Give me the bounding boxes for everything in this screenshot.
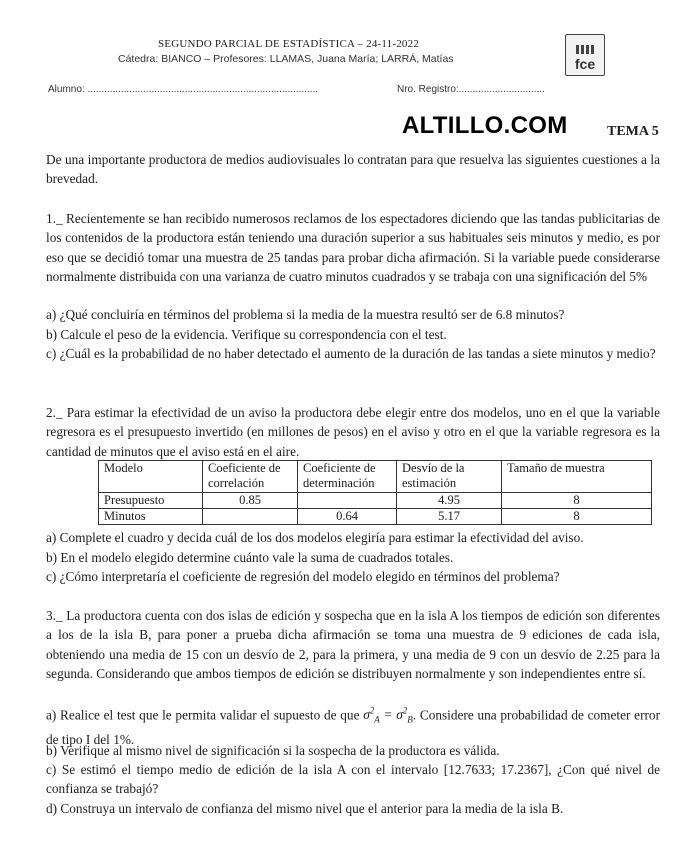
student-name-field: Alumno: ................................................................................... xyxy=(48,84,319,95)
faculty-logo xyxy=(565,34,605,76)
q3-item-a-text: a) Realice el test que le permita validar el supuesto de que xyxy=(46,707,360,723)
q1-item-a: a) ¿Qué concluiría en términos del problema si la media de la muestra resultó ser de 6.8 minutos? xyxy=(46,307,565,322)
table-header-cell: Tamaño de muestra xyxy=(502,461,652,493)
table-cell: 0.64 xyxy=(298,509,397,525)
q3-statement: 3._ La productora cuenta con dos islas de edición y sospecha que en la isla A los tiempos de edición son diferentes a los de la isla B, para poner a prueba dicha afirmación se toma una muestra de 9 ediciones de cada isla, obteniendo una media de 15 con un desvío de 2, para la primera, y una media de 9 con un desvío de 2.25 para la segunda. Considerando que ambos tiempos de edición se distribuyen normalmente y son independientes entre sí. xyxy=(46,608,660,682)
logo-columns-icon xyxy=(576,45,594,54)
table-cell: 4.95 xyxy=(397,493,502,509)
variance-equality-formula: $\sigma^2_A = \sigma^2_B$ xyxy=(363,706,413,726)
table-row xyxy=(99,509,652,525)
logo-text: fce xyxy=(574,56,596,72)
q1-item-b: b) Calcule el peso de la evidencia. Verifique su correspondencia con el test. xyxy=(46,327,447,342)
table-header-cell: Modelo xyxy=(99,461,203,493)
table-cell: 5.17 xyxy=(397,509,502,525)
table-header-cell: Coeficiente de correlación xyxy=(203,461,298,493)
table-cell: Minutos xyxy=(99,509,203,525)
q1-item-c: c) ¿Cuál es la probabilidad de no haber detectado el aumento de la duración de las tandas a siete minutos y medio? xyxy=(46,346,656,361)
exam-subtitle: Cátedra: BIANCO – Profesores: LLAMAS, Juana María; LARRÁ, Matías xyxy=(118,53,454,65)
table-header-cell: Coeficiente de determinación xyxy=(298,461,397,493)
q3-item-c: c) Se estimó el tiempo medio de edición de la isla A con el intervalo [12.7633; 17.2367], ¿Con qué nivel de confianza se trabajó? xyxy=(46,762,660,797)
intro-paragraph: De una importante productora de medios audiovisuales lo contratan para que resuelva las siguientes cuestiones a la brevedad. xyxy=(46,152,660,187)
q3-item-d: d) Construya un intervalo de confianza del mismo nivel que el anterior para la media de la isla B. xyxy=(46,801,564,816)
q3-item-a-text-end: . Considere una probabilidad de cometer error de tipo I del 1%. xyxy=(46,707,661,748)
table-cell: 8 xyxy=(502,509,652,525)
registration-field: Nro. Registro:............................... xyxy=(397,84,545,95)
table-cell: 0.85 xyxy=(203,493,298,509)
exam-title: SEGUNDO PARCIAL DE ESTADÍSTICA – 24-11-2022 xyxy=(158,38,420,50)
table-cell: Presupuesto xyxy=(99,493,203,509)
watermark: ALTILLO.COM xyxy=(402,112,568,139)
q2-item-a: a) Complete el cuadro y decida cuál de los dos modelos elegiría para estimar la efectividad del aviso. xyxy=(46,530,584,545)
table-row xyxy=(99,493,652,509)
table-cell xyxy=(203,509,298,525)
q3-item-b: b) Verifique al mismo nivel de significación si la sospecha de la productora es válida. xyxy=(46,743,500,758)
models-table xyxy=(98,460,652,525)
table-cell xyxy=(298,493,397,509)
q2-statement: 2._ Para estimar la efectividad de un aviso la productora debe elegir entre dos modelos, uno en el que la variable regresora es el presupuesto invertido (en millones de pesos) en el aviso y otro en el que la variable regresora es la cantidad de minutos que el aviso está en el aire. xyxy=(46,405,660,459)
table-header-row xyxy=(99,461,652,493)
tema-label: TEMA 5 xyxy=(607,124,659,139)
q1-statement: 1._ Recientemente se han recibido numerosos reclamos de los espectadores diciendo que las tandas publicitarias de los contenidos de la productora están teniendo una duración superior a sus habituales seis minutos y medio, es por eso que se decidió tomar una muestra de 25 tandas para probar dicha afirmación. Si la variable puede considerarse normalmente distribuida con una varianza de cuatro minutos cuadrados y se trabaja con una significación del 5% xyxy=(46,211,660,285)
table-header-cell: Desvío de la estimación xyxy=(397,461,502,493)
table-cell: 8 xyxy=(502,493,652,509)
q2-item-b: b) En el modelo elegido determine cuánto vale la suma de cuadrados totales. xyxy=(46,550,454,565)
q2-item-c: c) ¿Cómo interpretaría el coeficiente de regresión del modelo elegido en términos del problema? xyxy=(46,569,560,584)
